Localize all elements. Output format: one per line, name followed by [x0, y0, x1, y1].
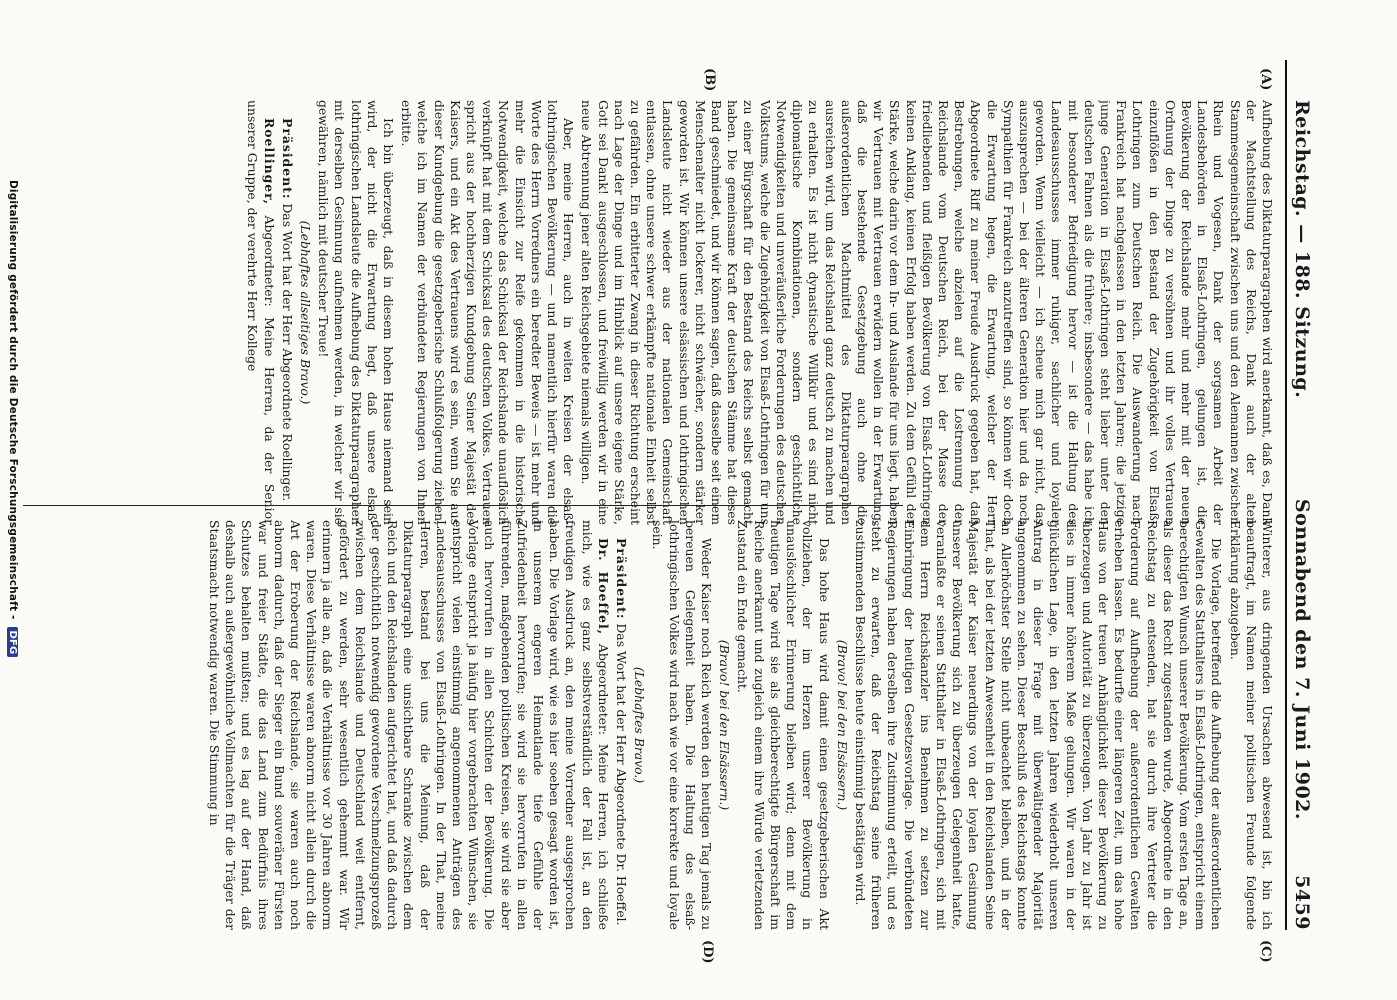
- applause-note: (Lebhaftes allseitiges Bravo.): [298, 220, 314, 405]
- speech-text: Abgeordneter: Meine Herren, da der Senior unserer Gruppe, der verehrte Herr Kollege: [245, 100, 277, 525]
- digitization-footer: [7, 180, 19, 657]
- speech-text: Das Wort hat der Herr Abgeordnete Roellinger.: [279, 203, 295, 502]
- speaker-name: Präsident:: [279, 118, 295, 200]
- speech-text: Abgeordneter: Meine Herren, ich schließe mich, wie es ganz selbstverständlich der Fall ist, an den freudigen Ausdruck an, den meine Vorredner ausgesprochen haben. Die Vorlage wird, wie es hier soeben gesagt worden ist, in unserem engeren Heimatlande tiefe Gefühle der Zufriedenheit hervorrufen; sie wird sie hervorrufen in allen führenden, maßgebenden politischen Kreisen, sie wird sie aber auch hervorrufen in allen Schichten der Bevölkerung. Die Vorlage entspricht ja häufig hier vorgebrachten Wünschen, sie entspricht vielen einstimmig angenommenen Anträgen des Landesausschusses von Elsaß-Lothringen. In der That, meine Herren, bestand bei uns die Meinung, daß der Diktaturparagraph eine unsichtbare Schranke zwischen dem Reich und den Reichslanden aufgerichtet hat, und daß dadurch der geschichtlich notwendig gewordene Verschmelzungsprozeß zwischen dem Reichslande und Deutschland weit entfernt, gefördert zu werden, sehr wesentlich gehemmt war. Wir erinnern ja alle an, daß die Verhältnisse vor 30 Jahren abnorm waren. Diese Verhältnisse waren abnorm nicht allein durch die Art der Eroberung der Reichslande, sie waren auch noch abnorm dadurch, daß der Sieger ein Bund souveräner Fürsten war und freier Städte, die das Land zum Bedürfnis ihres Schutzes behalten mußten; und es lag auf der Hand, daß deshalb auch außergewöhnliche Vollmachten für die Träger der Staatsmacht notwendig waren. Die Stimmung in: [207, 520, 611, 930]
- left-text-column: [45, 100, 1275, 525]
- page-header: [1289, 60, 1313, 930]
- page-number: 5459: [1291, 875, 1313, 930]
- body-paragraph: Aufhebung des Diktaturparagraphen wird anerkannt, daß es, Dank der Machtstellung des Reichs, Dank auch der alten Stammesgemeinschaft zwischen uns und den Alemannen zwischen Rhein und Vogesen, Dank der sorgsamen Arbeit der Landesbehörden in Elsaß-Lothringen, gelungen ist, die Bevölkerung der Reichslande mehr und mehr mit der neuen Ordnung der Dinge zu versöhnen und ihr volles Vertrauen einzuflößen in den Bestand der Zugehörigkeit von Elsaß-Lothringen zum Deutschen Reich. Die Auswanderung nach Frankreich hat nachgelassen in den letzten Jahren; die jetzige junge Generation in Elsaß-Lothringen steht lieber unter den deutschen Fahnen als die frühere; insbesondere — das habe ich mit besonderer Befriedigung hervor — ist die Haltung des Landesausschusses immer ruhiger, sachlicher und loyaler geworden. Wenn vielleicht — ich scheue mich gar nicht, das auszusprechen — bei der älteren Generation hier und da noch Sympathien für Frankreich anzutreffen sind, so können wir doch die Erwartung hegen, die Erwartung, welcher der Herr Abgeordnete Riff zu meiner Freude Ausdruck gegeben hat, daß Bestrebungen, welche abzielen auf die Lostrennung der Reichslande vom Deutschen Reich, bei der Masse der friedliebenden und fleißigen Bevölkerung von Elsaß-Lothringen keinen Anklang, keinen Erfolg haben werden. Zu dem Gefühl der Stärke, welche darin vor dem In- und Auslande für uns liegt, haben wir Vertrauen mit Vertrauen erwidern wollen in der Erwartung, daß die bestehende Gesetzgebung auch ohne die außerordentlichen Machtmittel des Diktaturparagraphen ausreichen wird, um das Reichsland ganz deutsch zu machen und zu erhalten. Es ist nicht dynastische Willkür und es sind nicht diplomatische Kombinationen, sondern geschichtliche Notwendigkeiten und unveräußerliche Forderungen des deutschen Volkstums, welche die Zugehörigkeit von Elsaß-Lothringen für uns zu einer Bürgschaft für den Bestand des Reichs selbst gemacht haben. Die gemeinsame Kraft der deutschen Stämme hat dieses Band geschmiedet, und wir können sagen, daß dasselbe seit einem Menschenalter nicht lockerer, nicht schwächer, sondern stärker geworden ist. Wir können unsere elsässischen und lothringischen Landsleute nicht wieder aus der nationalen Gemeinschaft entlassen, ohne unsere schwer erkämpfte nationale Einheit selbst zu gefährden. Ein erbitterter Zwang in dieser Richtung erscheint nach Lage der Dinge und im Hinblick auf unsere eigene Stärke, Gott sei Dank! ausgeschlossen, und freiwillig werden wir in eine neue Abtrennung jener alten Reichsgebiete niemals willigen.: [579, 100, 1275, 525]
- speech-paragraph: [206, 520, 611, 930]
- speaker-name: Präsident:: [614, 538, 630, 620]
- column-divider: [23, 505, 903, 506]
- body-paragraph: Winterer, aus dringenden Ursachen abwesend ist, bin ich beauftragt, im Namen meiner politischen Freunde folgende Erklärung abzugeben.: [1227, 520, 1275, 930]
- applause-note: (Lebhaftes Bravo.): [632, 666, 648, 784]
- footer-text: Digitalisierung gefördert durch die Deutsche Forschungsgemeinschaft -: [7, 180, 19, 620]
- body-paragraph: Die Vorlage, betreffend die Aufhebung der außerordentlichen Gewalten des Statthalters in Elsaß-Lothringen, entspricht einem berechtigten Wunsch unserer Bevölkerung. Vom ersten Tage an, als dieser das Recht zugestanden wurde, Abgeordnete in den Reichstag zu entsenden, hat sie durch ihre Vertreter die Forderung auf Aufhebung der außerordentlichen Gewalten erheben lassen. Es bedurfte einer längeren Zeit, um das hohe Haus von der treuen Anhänglichkeit dieser Bevölkerung zu überzeugen und Autorität zu überzeugen. Von Jahr zu Jahr ist dies in immer höherem Maße gelungen. Wir waren in der glücklichen Lage, in den letzten Jahren wiederholt unseren Antrag in dieser Frage mit überwältigender Majorität angenommen zu sehen. Dieser Beschluß des Reichstags konnte an Allerhöchster Stelle nicht unbeachtet bleiben, und in der That, als bei der letzten Anwesenheit in den Reichslanden Seine Majestät der Kaiser neuerdings von der loyalen Gesinnung unserer Bevölkerung sich zu überzeugen Gelegenheit hatte, veranlaßte er seinen Statthalter in Elsaß-Lothringen, sich mit dem Herrn Reichskanzler ins Benehmen zu setzen zur Einbringung der heutigen Gesetzesvorlage. Die verbündeten Regierungen haben derselben ihre Zustimmung erteilt, und es steht zu erwarten, daß der Reichstag seine früheren zustimmenden Beschlüsse heute einstimmig bestätigen wird.: [852, 520, 1225, 930]
- body-paragraph: Aber, meine Herren, auch in weiten Kreisen der elsaß-lothringischen Bevölkerung — und namentlich hierfür waren die Worte des Herrn Vorredners ein beredter Beweis — ist mehr und mehr die Einsicht zur Reife gekommen in die historische Notwendigkeit, welche das Schicksal der Reichslande unauflöslich verknüpft hat mit dem Schicksal des deutschen Volkes. Vertrauen spricht aus der hochherzigen Kundgebung Seiner Majestät des Kaisers, und ein Akt des Vertrauens wird es sein, wenn Sie aus dieser Kundgebung die gesetzgeberische Schlußfolgerung ziehen, welche ich im Namen der verbündeten Regierungen von Ihnen erbitte.: [399, 100, 577, 525]
- dfg-logo: DFG: [7, 627, 18, 657]
- header-title-left: Reichstag. — 188. Sitzung.: [1291, 100, 1313, 399]
- speaker-name: Roellinger,: [261, 118, 277, 206]
- speech-paragraph: [244, 100, 276, 525]
- speech-text: Das Wort hat der Herr Abgeordnete Dr. Hoeffel.: [614, 623, 630, 926]
- applause-note: (Bravo! bei den Elsässern.): [834, 639, 850, 811]
- margin-letter-b: (B): [702, 68, 717, 92]
- margin-letter-c: (C): [1258, 940, 1273, 963]
- speech-paragraph: [613, 520, 629, 930]
- body-paragraph: Weder Kaiser noch Reich werden den heutigen Tag jemals zu bereuen Gelegenheit haben. Die Haltung des elsaß-lothringischen Volkes wird nach wie vor eine korrekte und loyale sein.: [650, 520, 715, 930]
- margin-letter-d: (D): [700, 940, 715, 964]
- margin-letter-a: (A): [1258, 68, 1273, 91]
- body-paragraph: Das hohe Haus wird damit einen gesetzgeberischen Akt vollziehen, der im Herzen unserer Bevölkerung in unauslöschlicher Erinnerung bleiben wird; denn mit dem heutigen Tage wird sie als gleichberechtigte Bürgerschaft im Reiche anerkannt und zugleich einem ihre Würde verletzenden Zustand ein Ende gemacht.: [735, 520, 832, 930]
- right-text-column: [45, 520, 1275, 930]
- header-title-right: Sonnabend den 7. Juni 1902.: [1291, 498, 1313, 820]
- header-rule: [1285, 60, 1287, 930]
- applause-note: (Bravo! bei den Elsässern.): [717, 639, 733, 811]
- speaker-name: Dr. Hoeffel,: [595, 538, 611, 636]
- speech-paragraph: [279, 100, 295, 525]
- body-paragraph: Ich bin überzeugt, daß in diesem hohen Hause niemand sein wird, der nicht die Erwartung hegt, daß unsere elsaß-lothringischen Landsleute die Aufhebung des Diktaturparagraphen mit derselben Gesinnung aufnehmen werden, in welcher wir sie gewähren, nämlich mit deutscher Treue!: [316, 100, 397, 525]
